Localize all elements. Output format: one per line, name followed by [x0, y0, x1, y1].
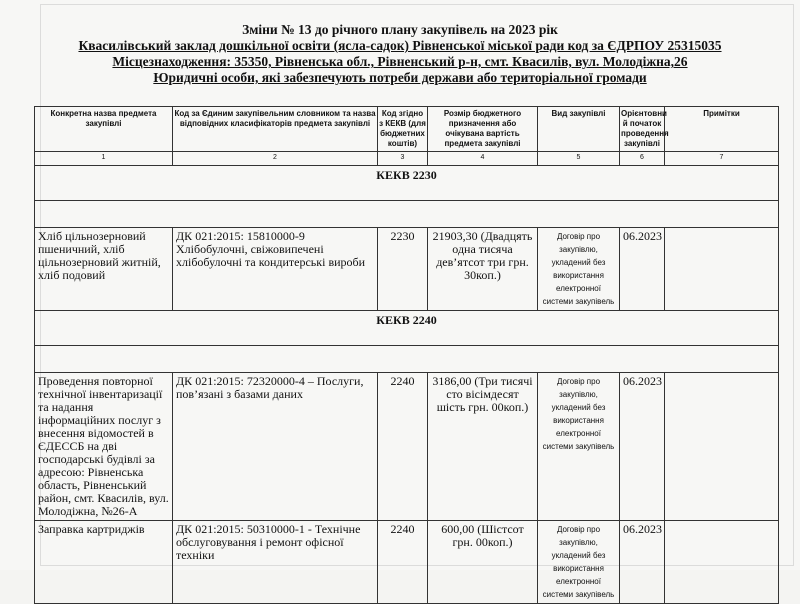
- column-number: 4: [428, 152, 538, 166]
- item-notes: [665, 373, 779, 521]
- column-header: Примітки: [665, 107, 779, 152]
- item-code: ДК 021:2015: 72320000-4 – Послуги, пов’язані з базами даних: [173, 373, 378, 521]
- kekv-section-row: [35, 166, 779, 201]
- spacer-row: [35, 201, 779, 228]
- item-notes: [665, 521, 779, 604]
- column-number: 7: [665, 152, 779, 166]
- item-amount: 21903,30 (Двадцять одна тисяча дев’ятсот три грн. 30коп.): [428, 228, 538, 311]
- item-code: ДК 021:2015: 50310000-1 - Технічне обслуговування і ремонт офісної техніки: [173, 521, 378, 604]
- item-procedure: Договір про закупівлю, укладений без використання електронної системи закупівель: [538, 521, 620, 604]
- column-header: Орієнтовни й початок проведення закупівлі: [620, 107, 665, 152]
- item-procedure: Договір про закупівлю, укладений без використання електронної системи закупівель: [538, 373, 620, 521]
- column-number: 5: [538, 152, 620, 166]
- item-kekv: 2240: [378, 521, 428, 604]
- column-number-row: [35, 152, 779, 166]
- item-name: Проведення повторної технічної інвентаризації та надання інформаційних послуг з внесення відомостей в ЄДЕССБ на дві господарські будівлі за адресою: Рівненська область, Рівненський район, смт. Квасилів, вул. Молодіжна, №26-А: [35, 373, 173, 521]
- table-row: [35, 521, 779, 604]
- item-amount: 3186,00 (Три тисячі сто вісімдесят шість грн. 00коп.): [428, 373, 538, 521]
- spacer-row: [35, 346, 779, 373]
- item-kekv: 2230: [378, 228, 428, 311]
- table-row: [35, 228, 779, 311]
- table-row: [35, 373, 779, 521]
- item-code: ДК 021:2015: 15810000-9 Хлібобулочні, свіжовипечені хлібобулочні та кондитерські вироби: [173, 228, 378, 311]
- item-procedure: Договір про закупівлю, укладений без використання електронної системи закупівель: [538, 228, 620, 311]
- item-name: Хліб цільнозерновий пшеничний, хліб цільнозерновий житній, хліб подовий: [35, 228, 173, 311]
- item-name: Заправка картриджів: [35, 521, 173, 604]
- item-date: 06.2023: [620, 521, 665, 604]
- table-header-row: [35, 107, 779, 152]
- column-header: Вид закупівлі: [538, 107, 620, 152]
- item-date: 06.2023: [620, 228, 665, 311]
- column-header: Конкретна назва предмета закупівлі: [35, 107, 173, 152]
- document-header: [0, 22, 800, 86]
- column-number: 2: [173, 152, 378, 166]
- column-header: Код за Єдиним закупівельним словником та назва відповідних класифікаторів предмета закупівлі: [173, 107, 378, 152]
- legal-entities-line: Юридичні особи, які забезпечують потреби держави або територіальної громади: [153, 70, 647, 85]
- kekv-section-title: КЕКВ 2240: [35, 311, 779, 346]
- kekv-section-row: [35, 311, 779, 346]
- kekv-section-title: КЕКВ 2230: [35, 166, 779, 201]
- item-amount: 600,00 (Шістсот грн. 00коп.): [428, 521, 538, 604]
- column-number: 6: [620, 152, 665, 166]
- document-title: Зміни № 13 до річного плану закупівель на 2023 рік: [242, 22, 558, 37]
- procurement-table: [34, 106, 779, 604]
- column-header: Код згідно з КЕКВ (для бюджетних коштів): [378, 107, 428, 152]
- item-kekv: 2240: [378, 373, 428, 521]
- item-notes: [665, 228, 779, 311]
- column-number: 3: [378, 152, 428, 166]
- organization-line: Квасилівський заклад дошкільної освіти (ясла-садок) Рівненської міської ради код за ЄДРПОУ 25315035: [78, 38, 722, 53]
- column-header: Розмір бюджетного призначення або очікувана вартість предмета закупівлі: [428, 107, 538, 152]
- column-number: 1: [35, 152, 173, 166]
- location-line: Місцезнаходження: 35350, Рівненська обл., Рівненський р-н, смт. Квасилів, вул. Молодіжна,26: [112, 54, 688, 69]
- item-date: 06.2023: [620, 373, 665, 521]
